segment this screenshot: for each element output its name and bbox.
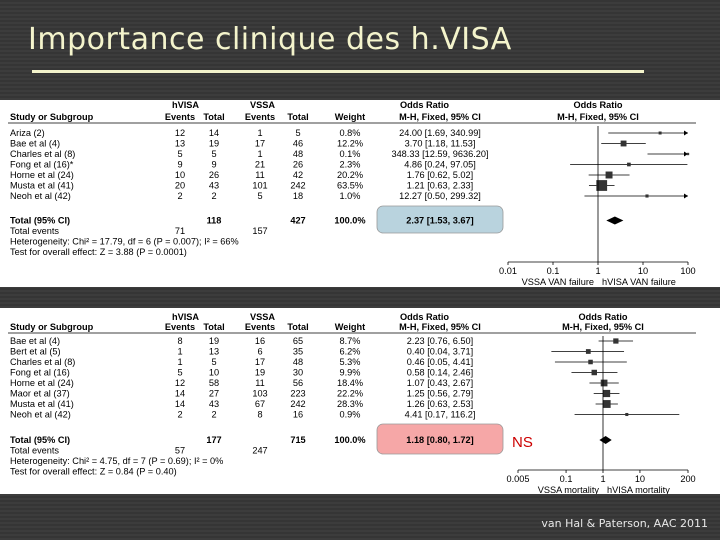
header-total-2: Total	[287, 322, 309, 332]
study-name: Fong et al (16)*	[10, 159, 74, 170]
study-point	[603, 390, 610, 397]
x-tick-label: 10	[637, 266, 649, 276]
header-group2: VSSA	[250, 100, 276, 110]
study-weight: 22.2%	[336, 388, 364, 399]
study-name: Bert et al (5)	[10, 346, 61, 357]
forest-plot-1-svg	[0, 100, 720, 287]
study-ci: 1.25 [0.56, 2.79]	[406, 388, 474, 399]
study-total-1: 9	[211, 159, 217, 170]
study-total-1: 58	[208, 378, 220, 388]
study-weight: 6.2%	[339, 346, 361, 357]
header-events-2: Events	[244, 322, 276, 332]
study-events-1: 10	[174, 170, 186, 180]
axis-right-label: hVISA mortality	[607, 485, 670, 494]
study-point	[586, 349, 591, 354]
header-group1: hVISA	[172, 312, 200, 322]
total-ci: 2.37 [1.53, 3.67]	[406, 215, 474, 226]
study-weight: 0.9%	[339, 409, 361, 420]
axis-left-label: VSSA VAN failure	[521, 277, 594, 287]
study-total-1: 19	[208, 138, 220, 149]
header-events-1: Events	[164, 322, 196, 332]
total-name: Total (95% CI)	[10, 215, 71, 226]
header-weight: Weight	[334, 322, 366, 332]
study-total-1: 10	[208, 367, 220, 378]
study-name: Musta et al (41)	[10, 399, 74, 409]
study-point	[621, 141, 627, 147]
x-tick-label: 100	[680, 266, 696, 276]
study-events-2: 5	[257, 191, 263, 201]
study-events-1: 12	[174, 128, 186, 138]
study-ci: 2.23 [0.76, 6.50]	[406, 336, 474, 346]
header-weight: Weight	[334, 112, 366, 122]
total-diamond	[599, 436, 611, 444]
study-point	[659, 132, 662, 135]
study-weight: 0.8%	[339, 128, 361, 138]
citation: van Hal & Paterson, AAC 2011	[541, 517, 708, 530]
study-total-2: 48	[292, 357, 304, 367]
study-weight: 2.3%	[339, 159, 361, 170]
study-total-1: 43	[208, 399, 220, 409]
header-group2: VSSA	[250, 312, 276, 322]
header-plot: Odds Ratio	[578, 312, 628, 322]
total-total-2: 715	[290, 435, 306, 445]
overall-effect: Test for overall effect: Z = 0.84 (P = 0.40)	[10, 466, 177, 477]
study-events-1: 13	[174, 138, 186, 149]
study-total-1: 13	[208, 346, 220, 357]
header-plot-method: M-H, Fixed, 95% CI	[557, 112, 639, 122]
study-ci: 1.07 [0.43, 2.67]	[406, 378, 474, 388]
header-events-1: Events	[164, 112, 196, 122]
study-events-2: 11	[255, 378, 265, 388]
x-tick-label: 0.01	[499, 266, 517, 276]
header-study: Study or Subgroup	[10, 322, 94, 332]
axis-right-label: hVISA VAN failure	[602, 277, 676, 287]
study-total-2: 5	[295, 128, 301, 138]
study-total-2: 242	[290, 180, 306, 191]
total-total-1: 177	[206, 435, 222, 445]
study-point	[687, 153, 689, 155]
header-study: Study or Subgroup	[10, 112, 94, 122]
total-events-1: 57	[174, 445, 186, 456]
study-weight: 5.3%	[339, 357, 361, 367]
study-events-1: 5	[177, 149, 183, 159]
total-ci: 1.18 [0.80, 1.72]	[406, 435, 474, 445]
study-total-2: 56	[292, 378, 304, 388]
study-point	[645, 194, 648, 197]
study-point	[625, 413, 628, 416]
total-events-label: Total events	[10, 445, 60, 456]
study-events-2: 101	[252, 180, 268, 191]
study-ci: 0.58 [0.14, 2.46]	[406, 367, 474, 378]
study-total-1: 27	[208, 388, 220, 399]
study-total-2: 65	[292, 336, 304, 346]
header-events-2: Events	[244, 112, 276, 122]
study-ci: 12.27 [0.50, 299.32]	[399, 191, 481, 201]
overall-effect: Test for overall effect: Z = 3.88 (P = 0.0001)	[10, 247, 187, 257]
study-events-1: 1	[177, 357, 183, 367]
study-ci: 4.86 [0.24, 97.05]	[404, 159, 476, 170]
study-total-2: 18	[292, 191, 304, 201]
study-point	[603, 400, 611, 408]
study-point	[592, 370, 597, 375]
study-point	[601, 380, 608, 387]
total-name: Total (95% CI)	[10, 435, 71, 445]
forest-plot-2-svg	[0, 308, 720, 494]
header-method: M-H, Fixed, 95% CI	[399, 322, 481, 332]
study-ci: 4.41 [0.17, 116.2]	[404, 409, 476, 420]
study-events-2: 67	[254, 399, 266, 409]
ns-label: NS	[512, 434, 533, 451]
study-total-2: 223	[290, 388, 306, 399]
study-ci: 1.26 [0.63, 2.53]	[406, 399, 474, 409]
heterogeneity: Heterogeneity: Chi² = 17.79, df = 6 (P = 0.007); I² = 66%	[10, 236, 239, 247]
study-events-2: 6	[257, 346, 263, 357]
study-total-2: 16	[292, 409, 304, 420]
study-total-1: 5	[211, 149, 217, 159]
study-weight: 20.2%	[336, 170, 364, 180]
header-plot-method: M-H, Fixed, 95% CI	[562, 322, 644, 332]
study-total-1: 5	[211, 357, 217, 367]
study-total-2: 48	[292, 149, 304, 159]
x-tick-label: 0.1	[546, 266, 560, 276]
study-events-2: 8	[257, 409, 263, 420]
study-events-2: 17	[254, 357, 266, 367]
total-events-label: Total events	[10, 226, 60, 236]
study-events-2: 1	[257, 149, 263, 159]
study-ci: 1.76 [0.62, 5.02]	[406, 170, 474, 180]
study-events-2: 19	[254, 367, 266, 378]
study-name: Ariza (2)	[10, 128, 45, 138]
title-underline	[32, 70, 644, 73]
study-total-2: 35	[292, 346, 304, 357]
study-name: Neoh et al (42)	[10, 191, 71, 201]
study-name: Charles et al (8)	[10, 149, 76, 159]
study-events-2: 11	[255, 170, 265, 180]
study-weight: 63.5%	[336, 180, 364, 191]
study-name: Bae et al (4)	[10, 336, 61, 346]
study-total-2: 46	[292, 138, 304, 149]
study-name: Neoh et al (42)	[10, 409, 71, 420]
total-total-1: 118	[206, 215, 222, 226]
header-total-2: Total	[287, 112, 309, 122]
total-events-1: 71	[174, 226, 186, 236]
total-weight: 100.0%	[334, 215, 366, 226]
study-weight: 1.0%	[339, 191, 361, 201]
study-ci: 1.21 [0.63, 2.33]	[406, 180, 474, 191]
study-name: Charles et al (8)	[10, 357, 76, 367]
study-total-1: 2	[211, 409, 217, 420]
study-total-1: 14	[208, 128, 220, 138]
study-ci: 0.40 [0.04, 3.71]	[406, 346, 474, 357]
study-events-1: 9	[177, 159, 183, 170]
study-ci: 0.46 [0.05, 4.41]	[406, 357, 474, 367]
total-total-2: 427	[290, 215, 306, 226]
header-plot: Odds Ratio	[573, 100, 623, 110]
forest-plot-van-failure	[0, 100, 720, 287]
study-events-2: 1	[257, 128, 263, 138]
study-events-1: 12	[174, 378, 186, 388]
x-tick-label: 1	[600, 474, 606, 484]
study-point	[606, 172, 613, 179]
header-group1: hVISA	[172, 100, 200, 110]
x-tick-label: 200	[680, 474, 696, 484]
study-weight: 28.3%	[336, 399, 364, 409]
study-events-1: 1	[177, 346, 183, 357]
study-ci: 3.70 [1.18, 11.53]	[404, 138, 476, 149]
study-total-1: 26	[208, 170, 220, 180]
ci-arrow	[684, 131, 688, 136]
study-name: Horne et al (24)	[10, 170, 74, 180]
study-weight: 0.1%	[339, 149, 361, 159]
study-weight: 18.4%	[336, 378, 364, 388]
study-weight: 9.9%	[339, 367, 361, 378]
slide-title: Importance clinique des h.VISA	[28, 22, 512, 57]
study-point	[627, 163, 631, 167]
study-events-1: 14	[174, 388, 186, 399]
x-tick-label: 0.005	[506, 474, 530, 484]
header-total-1: Total	[203, 112, 225, 122]
study-total-1: 19	[208, 336, 220, 346]
study-point	[613, 338, 618, 343]
study-events-2: 17	[254, 138, 266, 149]
study-events-1: 2	[177, 409, 183, 420]
study-total-1: 43	[208, 180, 220, 191]
total-events-2: 247	[252, 445, 268, 456]
x-tick-label: 10	[634, 474, 646, 484]
study-weight: 12.2%	[336, 138, 364, 149]
study-events-1: 2	[177, 191, 183, 201]
study-name: Horne et al (24)	[10, 378, 74, 388]
study-total-2: 30	[292, 367, 304, 378]
study-events-2: 21	[254, 159, 266, 170]
total-diamond	[606, 217, 623, 225]
study-total-2: 26	[292, 159, 304, 170]
total-weight: 100.0%	[334, 435, 366, 445]
header-total-1: Total	[203, 322, 225, 332]
header-effect: Odds Ratio	[400, 312, 450, 322]
study-name: Musta et al (41)	[10, 180, 74, 191]
x-tick-label: 1	[595, 266, 601, 276]
header-effect: Odds Ratio	[400, 100, 450, 110]
heterogeneity: Heterogeneity: Chi² = 4.75, df = 7 (P = 0.69); I² = 0%	[10, 456, 224, 466]
study-events-1: 8	[177, 336, 183, 346]
ci-arrow	[684, 194, 688, 199]
study-events-2: 103	[252, 388, 268, 399]
total-events-2: 157	[252, 226, 268, 236]
forest-plot-mortality	[0, 308, 720, 494]
header-method: M-H, Fixed, 95% CI	[399, 112, 481, 122]
study-ci: 348.33 [12.59, 9636.20]	[391, 149, 489, 159]
study-name: Fong et al (16)	[10, 367, 70, 378]
study-name: Bae et al (4)	[10, 138, 61, 149]
x-tick-label: 0.1	[559, 474, 573, 484]
axis-left-label: VSSA mortality	[537, 485, 599, 494]
study-name: Maor et al (37)	[10, 388, 70, 399]
study-ci: 24.00 [1.69, 340.99]	[399, 128, 481, 138]
study-total-2: 42	[292, 170, 304, 180]
study-events-1: 5	[177, 367, 183, 378]
study-events-2: 16	[254, 336, 266, 346]
study-events-1: 14	[174, 399, 186, 409]
study-weight: 8.7%	[339, 336, 361, 346]
study-total-1: 2	[211, 191, 217, 201]
study-point	[588, 360, 593, 365]
study-events-1: 20	[174, 180, 186, 191]
study-total-2: 242	[290, 399, 306, 409]
